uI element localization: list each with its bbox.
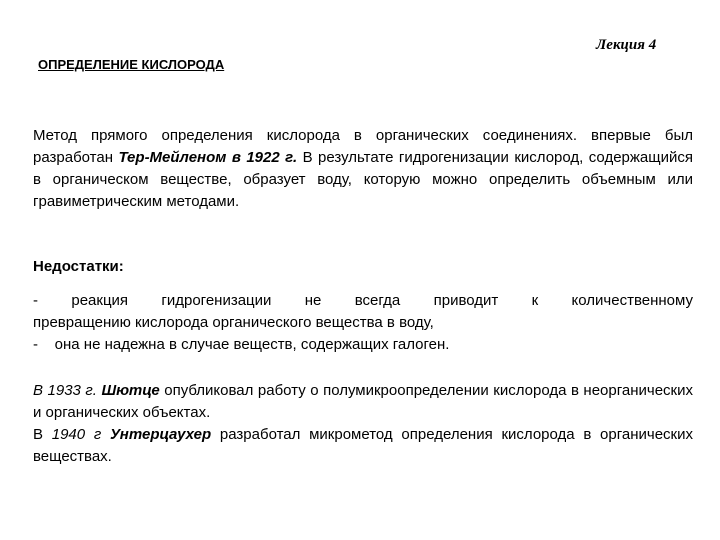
history-paragraph-2 [33,424,693,468]
history-year-1940: 1940 г [51,426,102,443]
drawback-item-1-line-2: превращению кислорода органического вещества в воду, [33,314,434,331]
history-author-unterzaucher: Унтерцаухер [110,426,212,443]
history-text-1: опубликовал работу о полумикроопределении кислорода в неорганических и органических объектах. [33,382,693,421]
history-year-1933: В 1933 г. [33,382,97,399]
drawback-item-1-line-1: - реакция гидрогенизации не всегда приводит к количественному [33,292,693,309]
intro-text-1: Метод прямого определения кислорода в органических соединениях. впервые был разработан [33,127,693,166]
drawbacks-list [33,290,693,356]
drawback-item-2: - она не надежна в случае веществ, содержащих галоген. [33,336,450,353]
intro-paragraph [33,125,693,213]
history-paragraph-1 [33,380,693,424]
page-title: ОПРЕДЕЛЕНИЕ КИСЛОРОДА [38,57,225,72]
history-prefix-2: В [33,426,52,443]
lecture-label: Лекция 4 [596,37,657,53]
drawbacks-heading: Недостатки: [33,258,124,275]
history-text-2: разработал микрометод определения кислорода в органических веществах. [33,426,693,465]
intro-year: в 1922 г. [231,149,298,166]
history-author-schutze: Шютце [101,382,160,399]
intro-text-2: В результате гидрогенизации кислород, содержащийся в органическом веществе, образует воду, которую можно определить объемным или гравиметрическим методами. [33,149,693,210]
intro-author: Тер-Мейленом [118,149,227,166]
